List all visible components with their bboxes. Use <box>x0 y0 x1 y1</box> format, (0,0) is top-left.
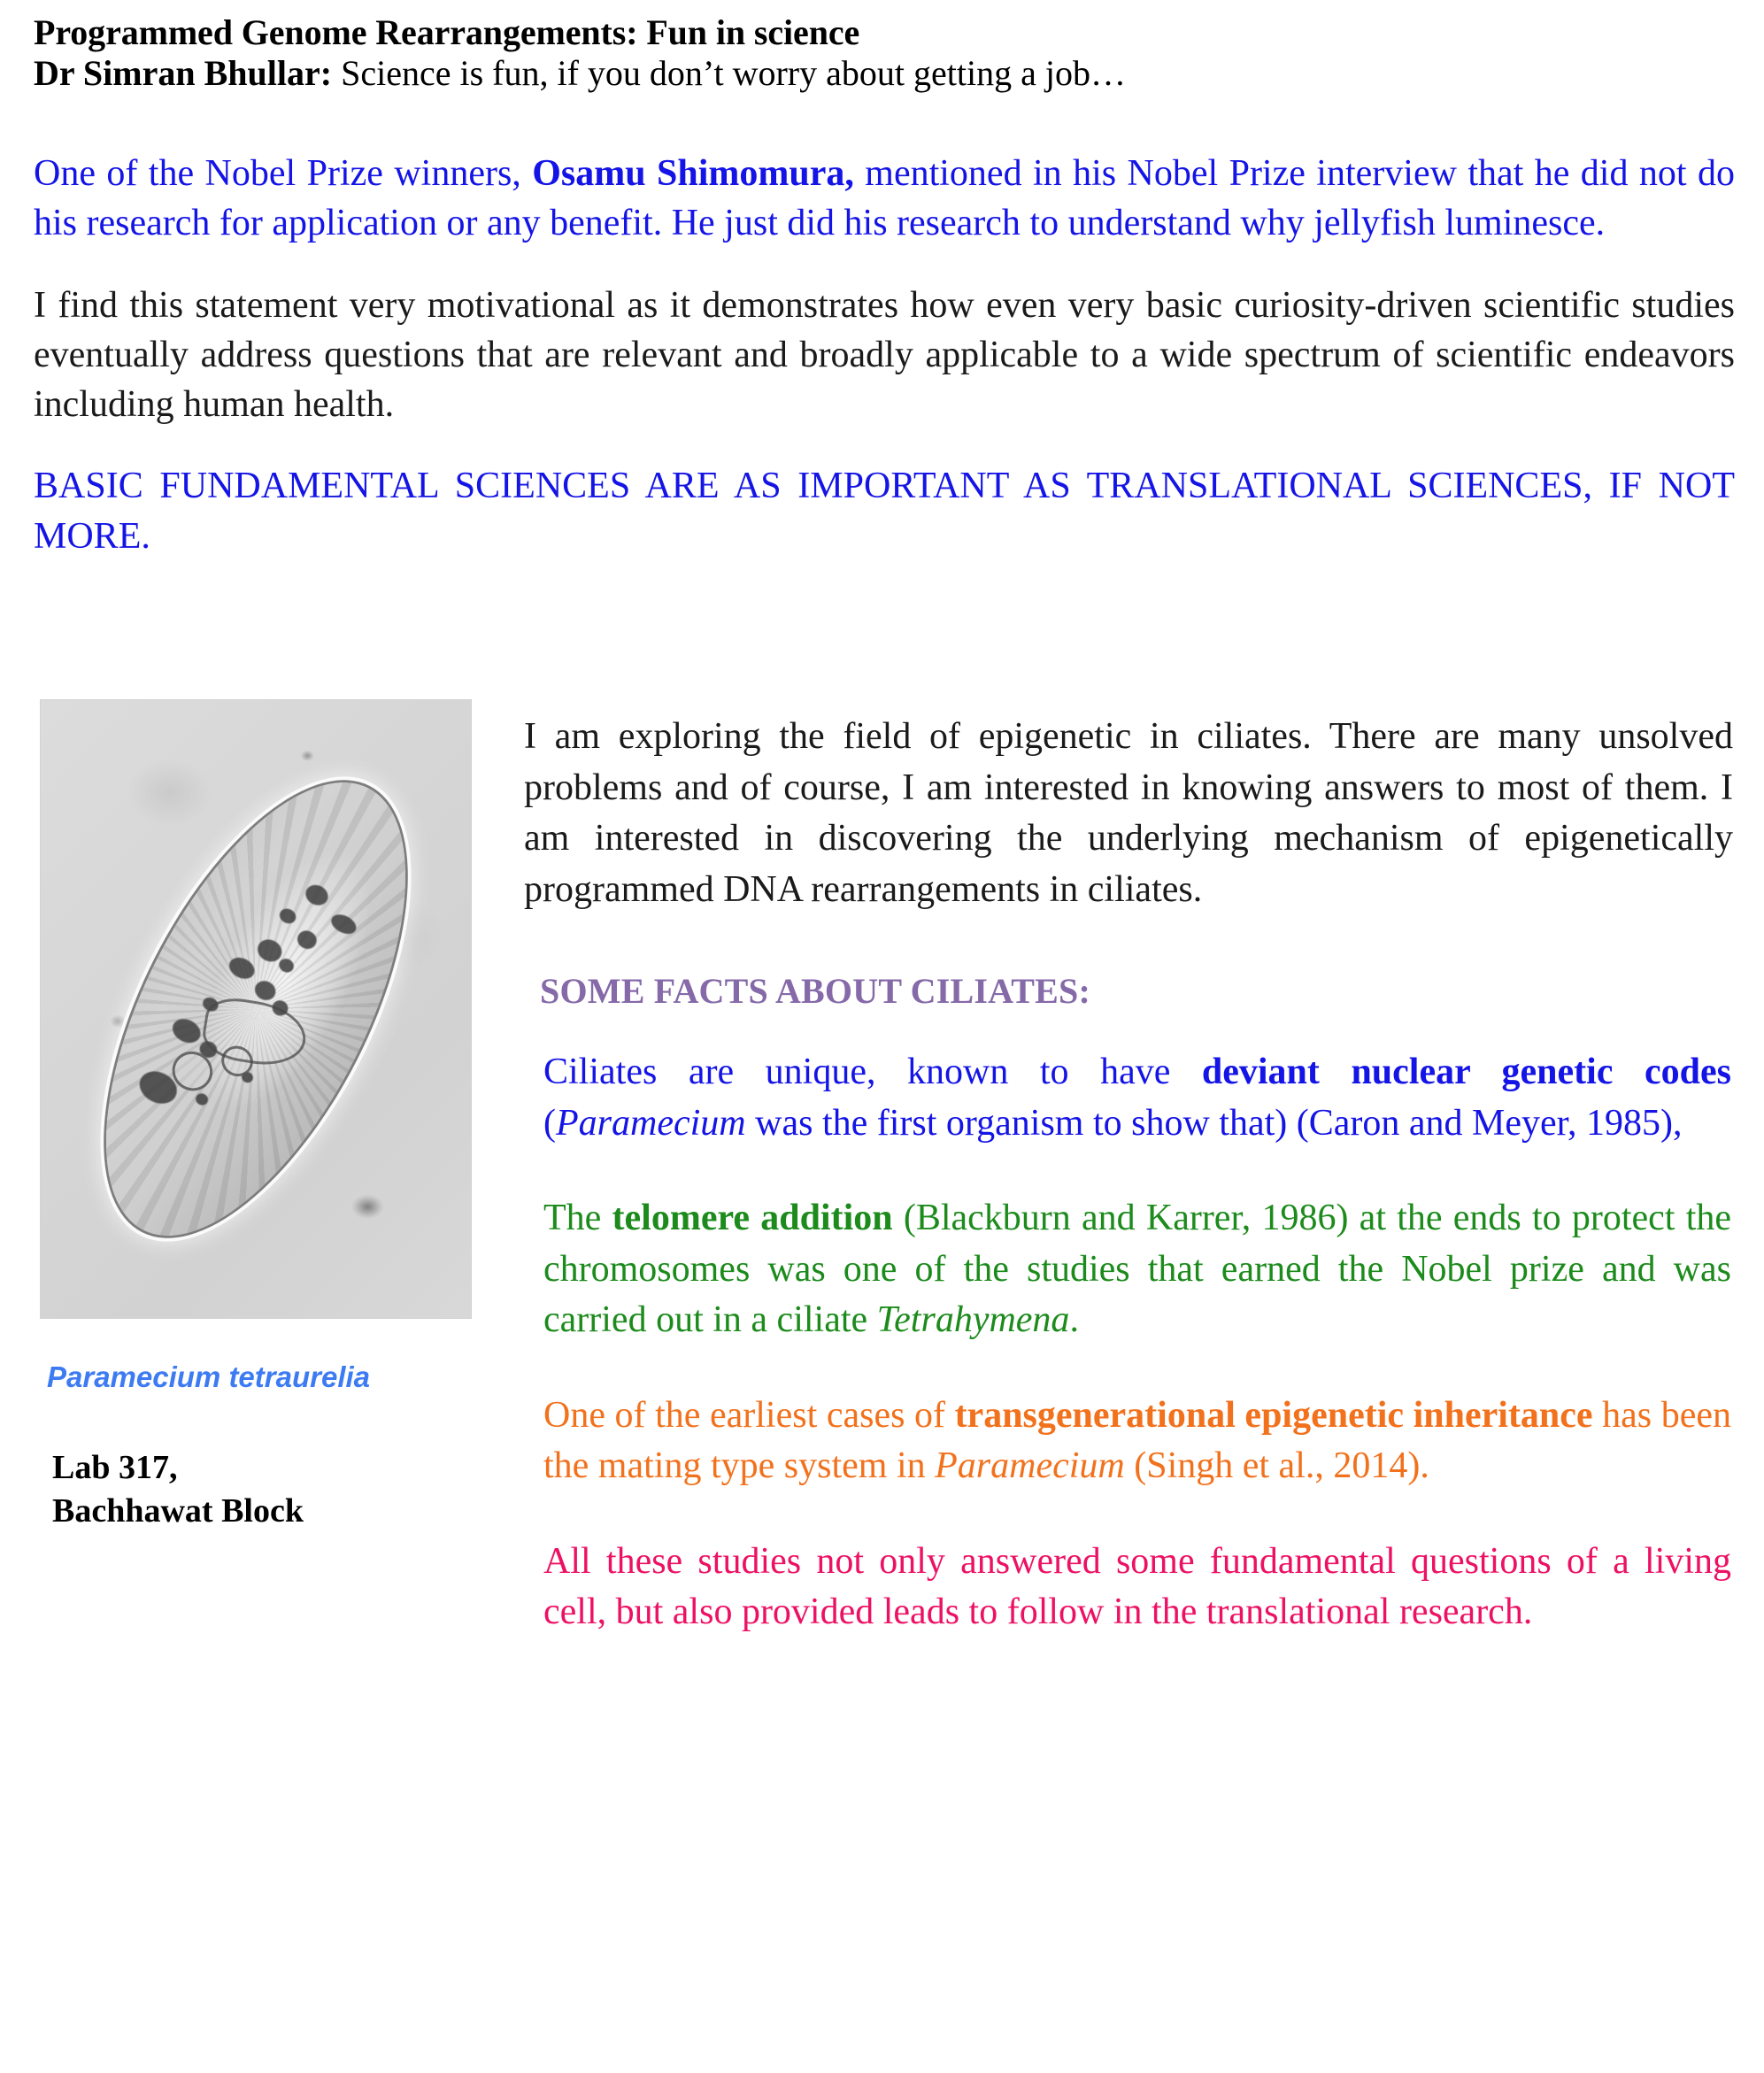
lab-address <box>52 1446 474 1534</box>
figure-caption: Paramecium tetraurelia <box>47 1360 371 1393</box>
cell-granule <box>277 906 298 927</box>
cell-granule <box>226 953 258 983</box>
fact-item-summary <box>543 1537 1731 1638</box>
fact-italic-species: Tetrahymena <box>876 1299 1070 1341</box>
cell-granule <box>302 882 331 909</box>
fact-bold-term: telomere addition <box>612 1198 893 1239</box>
fact-text-part3: was the first organism to show that) (Caron and Meyer, 1985), <box>745 1102 1683 1144</box>
nobel-text-part2: mentioned in his Nobel Prize interview that he did not do his research for application or any benefit. He just did his research to understand why jellyfish luminesce. <box>34 153 1735 244</box>
byline-author: Dr Simran Bhullar: <box>34 53 333 94</box>
cell-granule <box>295 927 320 952</box>
cell-granule <box>168 1014 204 1047</box>
fact-italic-species: Paramecium <box>556 1102 746 1144</box>
fact-italic-species: Paramecium <box>935 1445 1125 1487</box>
fact-text-part1: All these studies not only answered some fundamental questions of a living cell, but also provided leads to follow in the translational research. <box>543 1540 1731 1633</box>
byline <box>34 53 1733 94</box>
research-paragraph: I am exploring the field of epigenetic in ciliates. There are many unsolved problems and of course, I am interested in knowing answers to most of them. I am interested in discovering the underlying mechanism of epigenetically programmed DNA rearrangements in ciliates. <box>524 716 1733 910</box>
intro-section <box>34 149 1735 561</box>
cell-granule <box>251 977 279 1004</box>
fact-text-part3: . <box>1069 1299 1079 1341</box>
fact-text-part2: (Blackburn and Karrer, 1986) at the ends to protect the chromosomes was one of the studies that earned the Nobel prize and was carried out in a ciliate <box>543 1198 1732 1341</box>
cell-granule <box>194 1091 210 1107</box>
nobel-text-part1: One of the Nobel Prize winners, <box>34 153 533 194</box>
fact-text-part3: (Singh et al., 2014). <box>1124 1445 1429 1487</box>
emphasis-paragraph: BASIC FUNDAMENTAL SCIENCES ARE AS IMPORTANT AS TRANSLATIONAL SCIENCES, IF NOT MORE. <box>34 466 1735 557</box>
fact-text-part2: ( <box>543 1102 556 1144</box>
cell-granule <box>328 911 359 938</box>
fact-item-codes <box>543 1047 1731 1149</box>
cell-granule <box>277 956 297 975</box>
fact-bold-term: transgenerational epigenetic inheritance <box>954 1394 1593 1436</box>
nobel-paragraph <box>34 149 1735 249</box>
cell-oral-groove <box>199 993 311 1070</box>
fact-item-telomere <box>543 1193 1731 1346</box>
nobel-laureate-name: Osamu Shimomura, <box>532 153 854 194</box>
fact-text-part2: has been the mating type system in <box>543 1394 1731 1487</box>
byline-quote: Science is fun, if you don’t worry about getting a job… <box>332 53 1126 94</box>
lab-line-2: Bachhawat Block <box>52 1491 304 1530</box>
text-column <box>524 712 1733 1638</box>
fact-text-part1: The <box>543 1198 612 1239</box>
motivation-paragraph: I find this statement very motivational as it demonstrates how even very basic curiosity-driven scientific studies eventually address questions that are relevant and broadly applicable to a wide spectrum of scientific endeavors including human health. <box>34 284 1735 426</box>
document-header <box>34 12 1733 95</box>
fact-item-epigenetic <box>543 1391 1731 1492</box>
fact-text-part1: Ciliates are unique, known to have <box>543 1052 1202 1093</box>
fact-bold-term: deviant nuclear genetic codes <box>1201 1052 1731 1093</box>
lab-line-1: Lab 317, <box>52 1448 178 1486</box>
fact-text-part1: One of the earliest cases of <box>543 1394 955 1436</box>
figure-column <box>40 699 474 1533</box>
page-title: Programmed Genome Rearrangements: Fun in science <box>34 12 860 52</box>
paramecium-micrograph <box>40 699 472 1319</box>
facts-heading: SOME FACTS ABOUT CILIATES: <box>540 971 1091 1012</box>
